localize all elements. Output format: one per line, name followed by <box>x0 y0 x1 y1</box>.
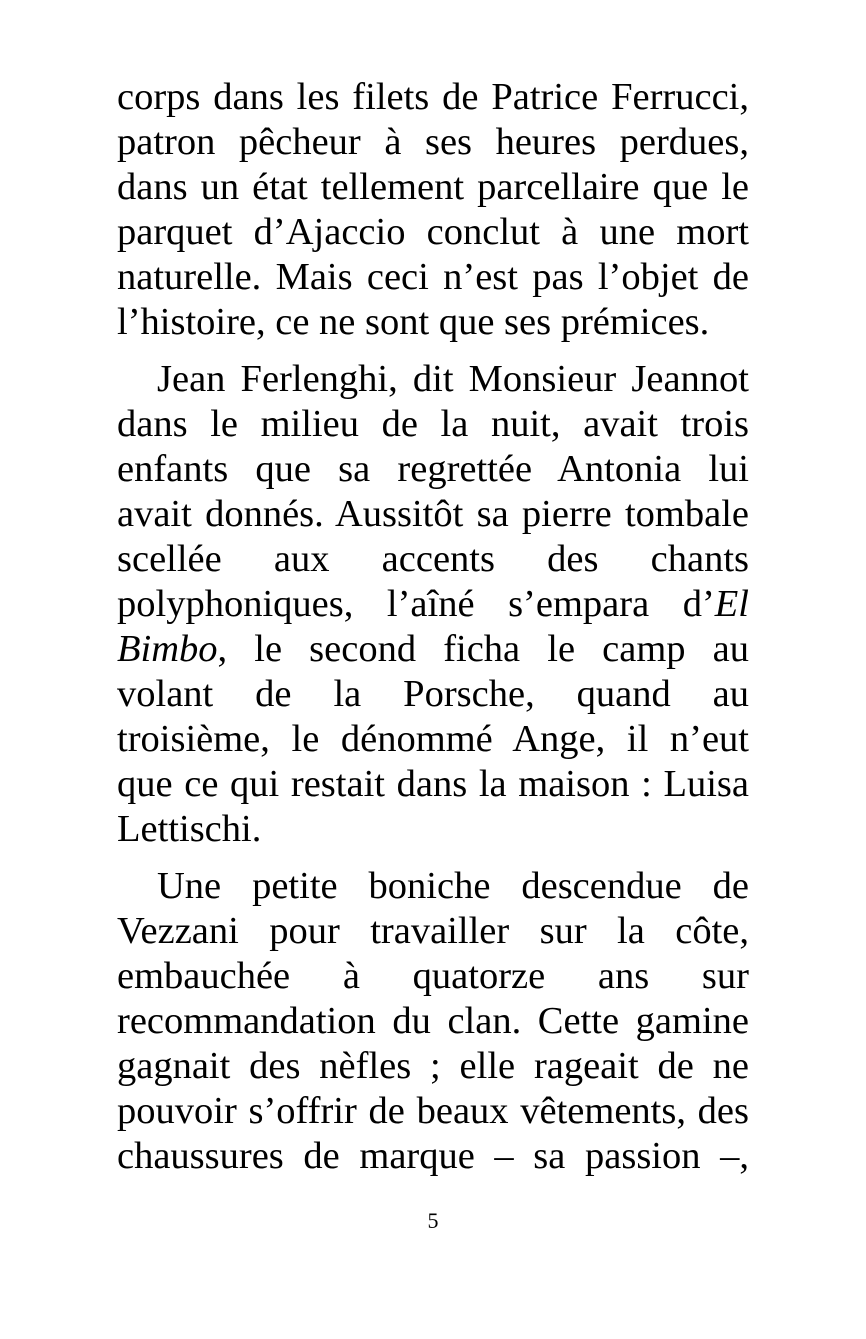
text-line: recommandation du clan. Cette gamine <box>117 1000 749 1042</box>
italic-title-run: El <box>714 583 749 625</box>
paragraph-2 <box>117 357 749 852</box>
text-line: que ce qui restait dans la maison : Luisa <box>117 763 749 805</box>
page-body <box>117 75 749 1179</box>
text-line: volant de la Porsche, quand au <box>117 673 749 715</box>
paragraph-1 <box>117 75 749 345</box>
text-line: embauchée à quatorze ans sur <box>117 955 749 997</box>
text-line: Vezzani pour travailler sur la côte, <box>117 910 749 952</box>
text-line: naturelle. Mais ceci n’est pas l’objet de <box>117 256 749 298</box>
italic-title-run: Bimbo <box>117 628 218 670</box>
text-line-with-italic <box>117 582 749 627</box>
text-line: gagnait des nèfles ; elle rageait de ne <box>117 1045 749 1087</box>
text-line: dans le milieu de la nuit, avait trois <box>117 403 749 445</box>
text-line: Jean Ferlenghi, dit Monsieur Jeannot <box>157 358 749 400</box>
text-line: pouvoir s’offrir de beaux vêtements, des <box>117 1090 749 1132</box>
text-line: enfants que sa regrettée Antonia lui <box>117 448 749 490</box>
text-line: troisième, le dénommé Ange, il n’eut <box>117 718 749 760</box>
text-line-with-italic <box>117 627 749 672</box>
text-line: dans un état tellement parcellaire que le <box>117 166 749 208</box>
text-line: Lettischi. <box>117 808 262 850</box>
text-line: patron pêcheur à ses heures perdues, <box>117 121 749 163</box>
text-line: Une petite boniche descendue de <box>157 865 749 907</box>
text-run: polyphoniques, l’aîné s’empara d’ <box>117 583 715 625</box>
text-line: scellée aux accents des chants <box>117 538 749 580</box>
text-line: parquet d’Ajaccio conclut à une mort <box>117 211 749 253</box>
page-number: 5 <box>427 1208 439 1233</box>
text-line: corps dans les filets de Patrice Ferrucci, <box>117 76 749 118</box>
text-line: avait donnés. Aussitôt sa pierre tombale <box>117 493 749 535</box>
text-line: l’histoire, ce ne sont que ses prémices. <box>117 301 710 343</box>
text-run: , le second ficha le camp au <box>217 628 749 670</box>
text-line: chaussures de marque – sa passion –, <box>117 1135 749 1177</box>
paragraph-3 <box>117 864 749 1179</box>
